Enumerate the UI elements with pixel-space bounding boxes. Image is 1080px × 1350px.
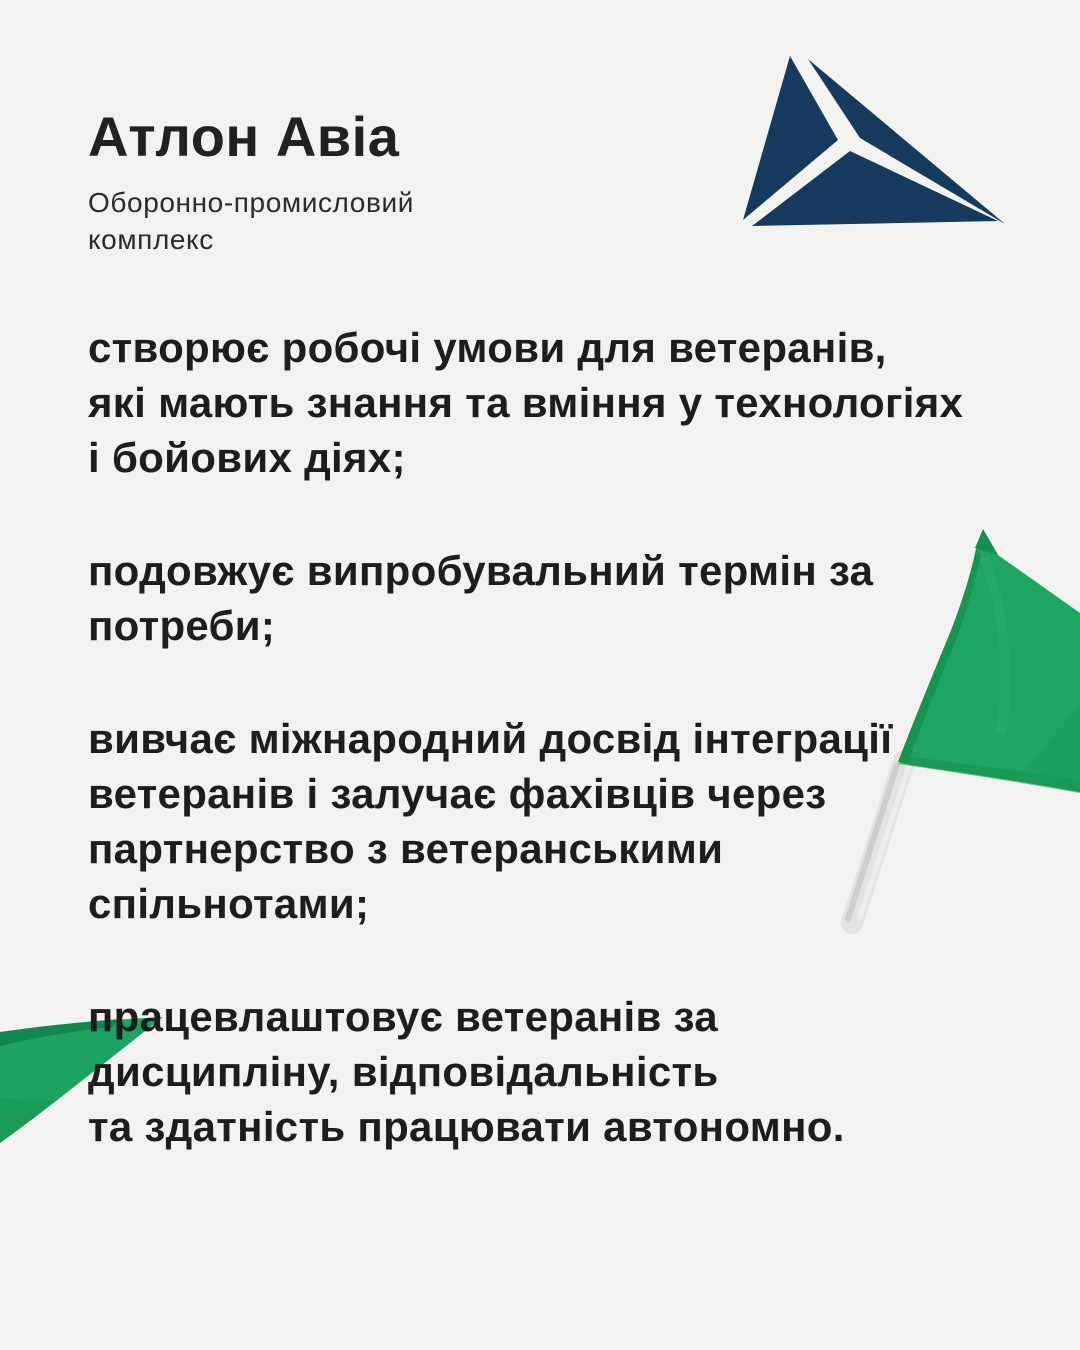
paragraph-line: та здатність працювати автономно. xyxy=(88,1103,845,1150)
paragraph-line: і бойових діях; xyxy=(88,434,406,481)
brand-subtitle xyxy=(88,184,414,258)
paragraph-line: партнерство з ветеранськими xyxy=(88,825,724,872)
paragraph-employs-veterans xyxy=(88,989,1048,1154)
paragraph-international-experience xyxy=(88,711,1048,931)
paragraph-line: працевлаштовує ветеранів за xyxy=(88,993,718,1040)
paper-plane-logo-icon xyxy=(733,50,1013,230)
paragraph-line: ветеранів і залучає фахівців через xyxy=(88,770,827,817)
paragraph-create-conditions xyxy=(88,320,1048,485)
paragraph-line: спільнотами; xyxy=(88,880,370,927)
paragraph-line: дисципліну, відповідальність xyxy=(88,1048,719,1095)
brand-block xyxy=(88,105,414,258)
brand-subtitle-line: комплекс xyxy=(88,224,214,255)
paragraph-probation-period xyxy=(88,543,1048,653)
paragraph-line: створює робочі умови для ветеранів, xyxy=(88,324,887,371)
paragraph-line: потреби; xyxy=(88,602,276,649)
brand-subtitle-line: Оборонно-промисловий xyxy=(88,187,414,218)
body-text xyxy=(88,320,1048,1154)
paragraph-line: які мають знання та вміння у технологіях xyxy=(88,379,964,426)
paragraph-line: вивчає міжнародний досвід інтеграції xyxy=(88,715,893,762)
brand-title: Атлон Авіа xyxy=(88,105,400,168)
paragraph-line: подовжує випробувальний термін за xyxy=(88,547,874,594)
